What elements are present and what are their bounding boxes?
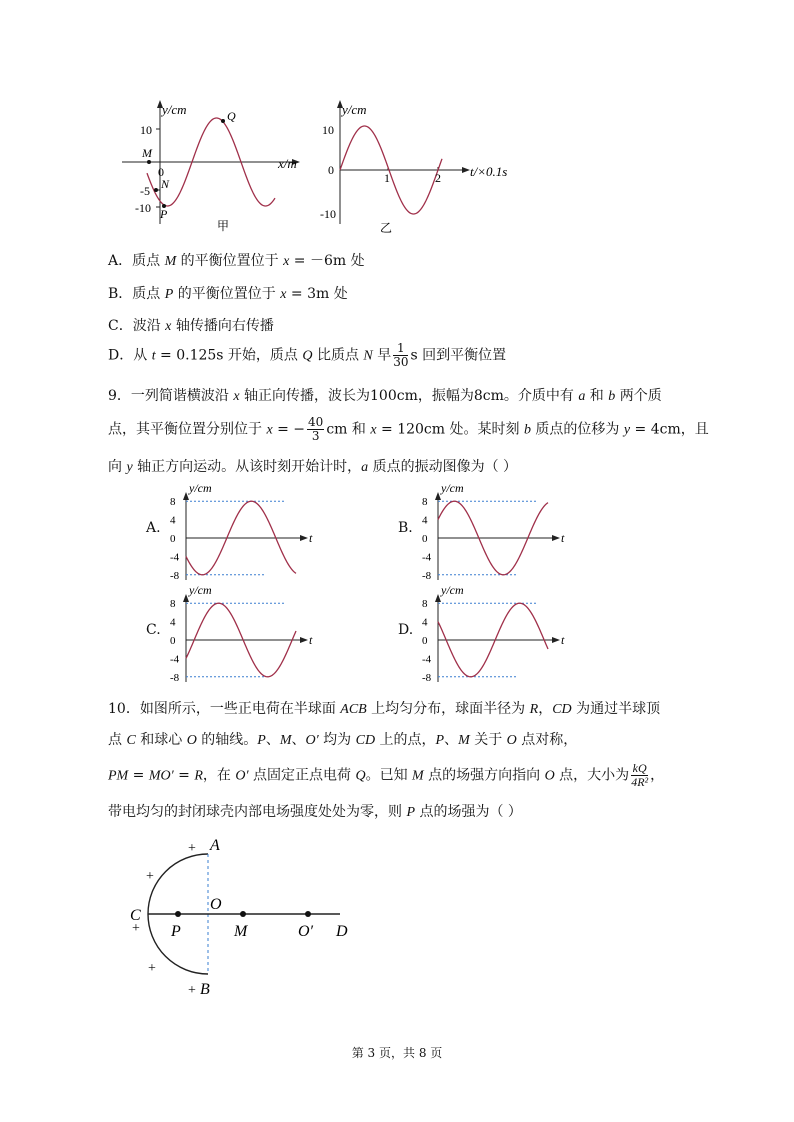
y-tick: 8 [422, 598, 428, 611]
yi-tick-neg10: -10 [320, 207, 336, 221]
yi-tick-10: 10 [322, 123, 334, 137]
y-tick: 0 [422, 533, 428, 545]
y-tick: 0 [422, 635, 428, 647]
yi-caption: 乙 [380, 221, 393, 235]
label-m: M [142, 146, 152, 160]
label-m: M [234, 923, 248, 940]
t-arrow [300, 535, 308, 541]
y-label: y/cm [189, 586, 212, 597]
label-o-prime: O′ [298, 923, 314, 940]
label-b: B [200, 981, 210, 998]
y-tick: -4 [422, 551, 432, 564]
jia-tick-neg10: -10 [135, 201, 151, 215]
y-tick: 4 [170, 616, 176, 629]
fraction-kq-4r2: $\frac{kQ}{\text{4R²}}$ [631, 761, 649, 789]
jia-xlabel: x/m [278, 156, 297, 171]
point-q-dot [221, 119, 225, 123]
q10-line4: 带电均匀的封闭球壳内部电场强度处处为零，则 P 点的场强为（ ） [108, 804, 522, 820]
y-tick: 8 [422, 496, 428, 509]
y-tick: -4 [170, 653, 180, 666]
point-p [175, 911, 181, 917]
charge-plus: + [146, 869, 154, 884]
y-tick: 8 [170, 496, 176, 509]
label-q: Q [227, 109, 236, 123]
q9-line3: 向 y 轴正方向运动。从该时刻开始计时，a 质点的振动图像为（ ） [108, 459, 518, 475]
jia-tick-neg5: -5 [140, 184, 150, 198]
hemisphere-figure [128, 832, 360, 1004]
y-tick: -8 [422, 671, 432, 682]
y-tick: -8 [170, 569, 180, 580]
option-d-graph [418, 586, 568, 682]
option-8a: A．质点 M 的平衡位置位于 x = －6m 处 [108, 253, 365, 269]
option-a-label: A. [146, 520, 161, 536]
q9-line2: 点，其平衡位置分别位于 x = − $\frac{40}{3}$ cm 和 x = 120cm 处。某时刻 b 质点的位移为 y = 4cm，且 [108, 415, 709, 443]
charge-plus: + [188, 841, 196, 856]
charge-plus: + [132, 921, 140, 936]
figure-jia [120, 96, 310, 232]
t-label: t [309, 531, 313, 545]
jia-tick-0: 0 [158, 165, 164, 179]
option-c-graph [166, 586, 316, 682]
label-a: A [210, 837, 220, 854]
label-p: P [160, 207, 168, 221]
y-tick: -4 [170, 551, 180, 564]
option-d-label: D. [398, 622, 414, 638]
y-tick: 4 [422, 616, 428, 629]
label-d: D [336, 923, 348, 940]
jia-tick-10: 10 [140, 123, 152, 137]
yi-ylabel: y/cm [342, 102, 367, 117]
y-tick: 8 [170, 598, 176, 611]
q9-line1: 9．一列简谐横波沿 x 轴正向传播，波长为100cm，振幅为8cm。介质中有 a 和 b 两个质 [108, 388, 662, 404]
page-footer: 第 3 页，共 8 页 [351, 1046, 443, 1060]
y-label: y/cm [441, 586, 464, 597]
point-o-prime [305, 911, 311, 917]
label-p: P [171, 923, 181, 940]
q10-line3: PM = MO′ = R，在 O′ 点固定正点电荷 Q。已知 M 点的场强方向指向 O 点，大小为 $\frac{kQ}{\text{4R²}}$ ， [108, 761, 665, 789]
y-tick: -8 [170, 671, 180, 682]
label-n: N [161, 177, 170, 191]
jia-caption: 甲 [217, 219, 230, 232]
fraction-1-30: $\frac{1}{30}$ [393, 341, 409, 369]
t-arrow [300, 637, 308, 643]
y-tick: 0 [170, 635, 176, 647]
y-tick: 4 [170, 514, 176, 527]
jia-ylabel: y/cm [162, 102, 187, 117]
yi-tick-0: 0 [328, 163, 334, 177]
option-8b: B．质点 P 的平衡位置位于 x = 3m 处 [108, 286, 348, 302]
point-n-dot [154, 188, 158, 192]
yi-tick-1: 1 [384, 171, 390, 185]
option-a-graph [166, 484, 316, 580]
figure-yi [318, 96, 528, 236]
fraction-40-3: $\frac{40}{3}$ [308, 415, 324, 443]
t-label: t [309, 633, 313, 647]
option-c-label: C. [146, 622, 161, 638]
point-m [240, 911, 246, 917]
option-8c: C．波沿 x 轴传播向右传播 [108, 318, 274, 334]
y-label: y/cm [189, 484, 212, 495]
t-label: t [561, 531, 565, 545]
y-tick: -8 [422, 569, 432, 580]
option-b-label: B. [398, 520, 413, 536]
y-tick: 0 [170, 533, 176, 545]
q10-line2: 点 C 和球心 O 的轴线。P、M、O′ 均为 CD 上的点，P、M 关于 O 点对称， [108, 732, 578, 748]
point-m-dot [147, 160, 151, 164]
t-label: t [561, 633, 565, 647]
label-o: O [210, 896, 222, 913]
t-arrow [552, 637, 560, 643]
y-tick: 4 [422, 514, 428, 527]
y-label: y/cm [441, 484, 464, 495]
label-c: C [130, 907, 141, 924]
option-8d: D．从 t = 0.125s 开始，质点 Q 比质点 N 早 $\frac{1}{30}$ s 回到平衡位置 [108, 341, 507, 369]
q10-line1: 10．如图所示，一些正电荷在半球面 ACB 上均匀分布，球面半径为 R，CD 为通过半球顶 [108, 701, 661, 717]
charge-plus: + [148, 961, 156, 976]
t-arrow [552, 535, 560, 541]
yi-xlabel: t/×0.1s [470, 164, 508, 179]
option-b-graph [418, 484, 568, 580]
yi-tick-2: 2 [435, 171, 441, 185]
charge-plus: + [188, 983, 196, 998]
y-tick: -4 [422, 653, 432, 666]
